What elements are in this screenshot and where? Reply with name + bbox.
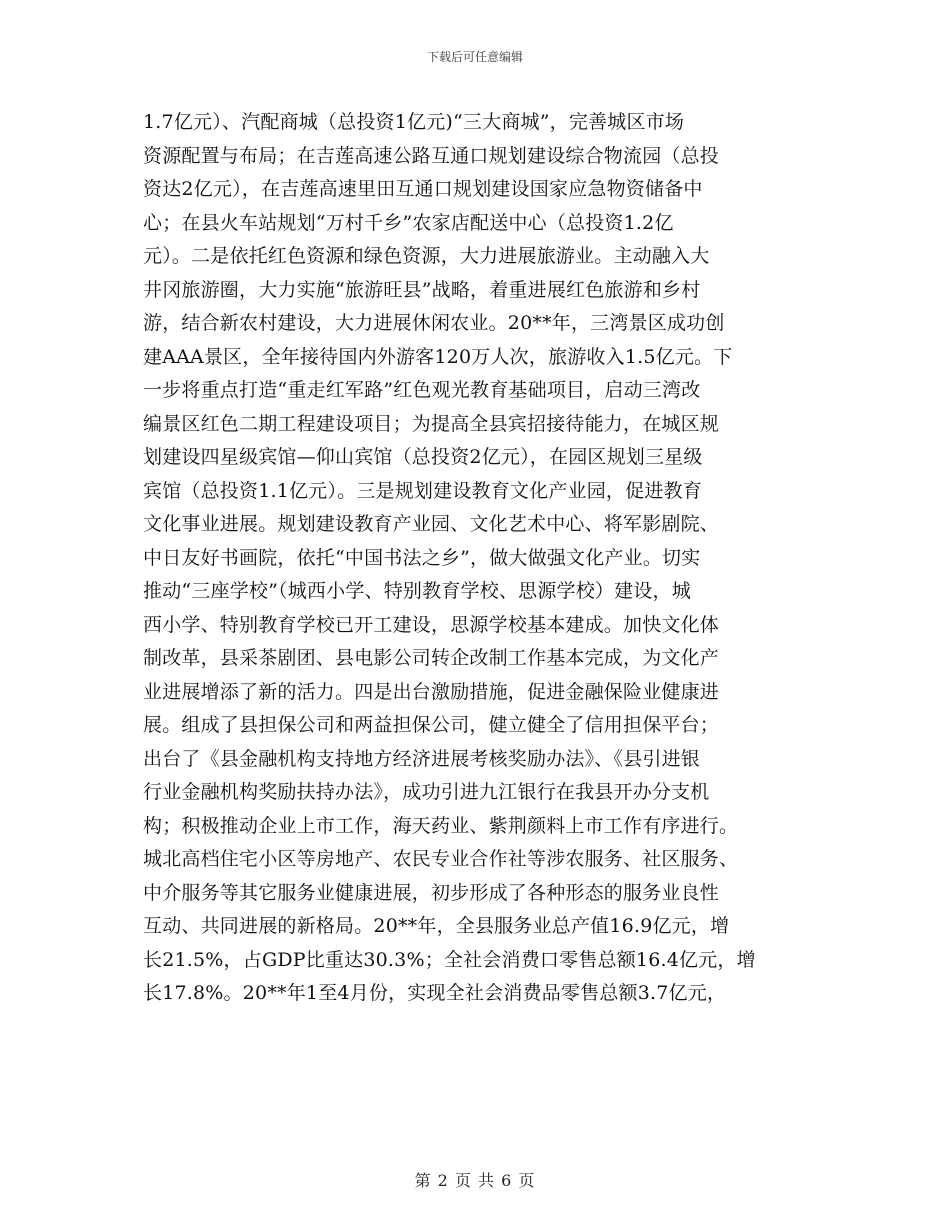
body-line: 城北高档住宅小区等房地产、农民专业合作社等涉农服务、社区服务、 xyxy=(143,848,739,870)
body-line: 出台了《县金融机构支持地方经济进展考核奖励办法》、《县引进银 xyxy=(143,747,701,770)
body-line: 长17.8%。20**年1至4月份，实现全社会消费品零售总额3.7亿元， xyxy=(143,982,727,1004)
body-line: 游，结合新农村建设，大力进展休闲农业。20**年，三湾景区成功创 xyxy=(143,312,725,334)
body-line: 一步将重点打造“重走红军路”红色观光教育基础项目，启动三湾改 xyxy=(143,379,701,401)
body-line: 长21.5%，占GDP比重达30.3%；全社会消费口零售总额16.4亿元，增 xyxy=(143,948,756,971)
body-line: 中介服务等其它服务业健康进展，初步形成了各种形态的服务业良性 xyxy=(143,881,720,904)
body-line: 业进展增添了新的活力。四是出台激励措施，促进金融保险业健康进 xyxy=(143,680,720,703)
body-line: 制改革，县采茶剧团、县电影公司转企改制工作基本完成，为文化产 xyxy=(143,647,720,669)
body-line: 互动、共同进展的新格局。20**年，全县服务业总产值16.9亿元，增 xyxy=(143,915,730,937)
body-line: 西小学、特别教育学校已开工建设，思源学校基本建成。加快文化体 xyxy=(143,613,720,636)
body-line: 资源配置与布局；在吉莲高速公路互通口规划建设综合物流园（总投 xyxy=(143,144,720,167)
body-line: 资达2亿元），在吉莲高速里田互通口规划建设国家应急物资储备中 xyxy=(143,178,703,200)
page-number-footer: 第 2 页 共 6 页 xyxy=(414,1171,536,1190)
document-body xyxy=(143,106,823,1011)
body-line: 行业金融机构奖励扶持办法》，成功引进九江银行在我县开办分支机 xyxy=(143,781,710,803)
body-line: 展。组成了县担保公司和两益担保公司，健立健全了信用担保平台； xyxy=(143,714,720,736)
body-line: 编景区红色二期工程建设项目；为提高全县宾招接待能力，在城区规 xyxy=(143,412,720,435)
body-line: 井冈旅游圈，大力实施“旅游旺县”战略，着重进展红色旅游和乡村 xyxy=(143,278,701,301)
body-line: 构；积极推动企业上市工作，海天药业、紫荆颜料上市工作有序进行。 xyxy=(143,814,739,837)
body-line: 元）。二是依托红色资源和绿色资源，大力进展旅游业。主动融入大 xyxy=(143,245,710,267)
body-line: 1.7亿元）、汽配商城（总投资1亿元)“三大商城”，完善城区市场 xyxy=(143,111,685,133)
body-line: 心；在县火车站规划“万村千乡”农家店配送中心（总投资1.2亿 xyxy=(143,211,674,234)
body-line: 中日友好书画院，依托“中国书法之乡”，做大做强文化产业。切实 xyxy=(143,546,701,569)
body-line: 文化事业进展。规划建设教育产业园、文化艺术中心、将军影剧院、 xyxy=(143,513,720,535)
body-line: 划建设四星级宾馆—仰山宾馆（总投资2亿元），在园区规划三星级 xyxy=(143,446,703,468)
body-line: 推动“三座学校”（城西小学、特别教育学校、思源学校）建设，城 xyxy=(143,580,691,602)
page-header: 下载后可任意编辑 xyxy=(426,50,523,64)
body-line: 宾馆（总投资1.1亿元）。三是规划建设教育文化产业园，促进教育 xyxy=(143,479,702,502)
body-line: 建AAA景区，全年接待国内外游客120万人次，旅游收入1.5亿元。下 xyxy=(143,345,733,368)
